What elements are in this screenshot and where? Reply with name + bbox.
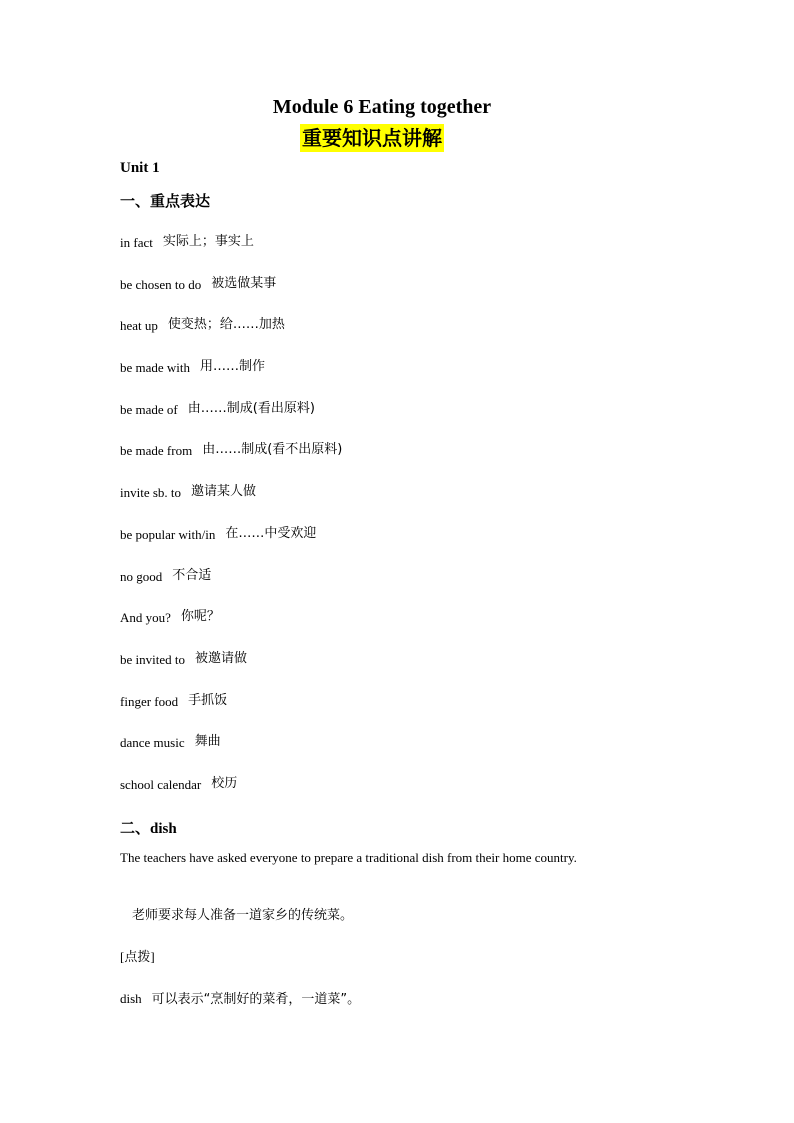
phrase-chinese: 在……中受欢迎: [225, 525, 317, 541]
phrase-english: school calendar: [120, 776, 202, 792]
phrase-chinese: 邀请某人做: [191, 484, 257, 500]
phrase-english: be chosen to do: [120, 276, 202, 292]
example-sentence-chinese: 老师要求每人准备一道家乡的传统菜。: [132, 908, 354, 923]
phrase-chinese: 手抓饭: [188, 692, 228, 708]
phrase-item: [120, 772, 680, 814]
phrase-english: be made from: [120, 443, 193, 459]
subtitle-container: [0, 124, 744, 152]
phrase-chinese: 实际上；事实上: [162, 234, 254, 249]
phrase-item: [120, 272, 680, 314]
phrase-chinese: 被邀请做: [195, 650, 248, 666]
phrase-english: be made of: [120, 401, 178, 417]
section2-heading-word: dish: [150, 821, 177, 837]
usage-note-text: 可以表示“烹制好的菜肴，一道菜”。: [151, 992, 361, 1007]
section2-heading: [120, 817, 177, 838]
phrase-english: be invited to: [120, 651, 185, 667]
phrase-chinese: 由……制成(看不出原料): [202, 442, 343, 458]
example-sentence-english: The teachers have asked everyone to prepare a traditional dish from their home country.: [120, 850, 577, 865]
phrase-item: [120, 397, 680, 439]
phrase-english: be made with: [120, 360, 191, 376]
phrase-chinese: 使变热；给……加热: [167, 317, 285, 333]
phrase-item: [120, 564, 680, 606]
phrase-english: dance music: [120, 735, 185, 751]
phrase-item: [120, 480, 680, 522]
phrase-chinese: 由……制成(看出原料): [187, 400, 315, 416]
phrase-item: [120, 230, 680, 272]
usage-note: [120, 988, 360, 1007]
phrase-item: [120, 522, 680, 564]
tip-label-text: 点拨: [124, 950, 151, 965]
section1-heading: 一、重点表达: [120, 192, 211, 210]
phrase-english: no good: [120, 568, 163, 584]
phrase-chinese: 你呢？: [180, 609, 220, 625]
tip-bracket-close: ]: [150, 949, 155, 964]
page-subtitle: 重要知识点讲解: [302, 126, 442, 150]
phrase-item: [120, 313, 680, 355]
phrase-item: [120, 647, 680, 689]
phrase-chinese: 不合适: [172, 567, 212, 583]
phrase-english: invite sb. to: [120, 485, 182, 501]
phrase-item: [120, 605, 680, 647]
phrase-english: And you?: [120, 610, 171, 626]
phrase-chinese: 用……制作: [200, 359, 266, 375]
phrase-english: finger food: [120, 693, 179, 709]
page-title: Module 6 Eating together: [272, 96, 492, 118]
phrase-english: in fact: [120, 235, 153, 250]
phrase-item: [120, 438, 680, 480]
tip-bracket-open: [: [120, 949, 125, 964]
usage-note-word: dish: [120, 991, 142, 1006]
phrase-list: [120, 230, 680, 814]
section2-heading-prefix: 二、: [120, 819, 151, 837]
phrase-english: be popular with/in: [120, 526, 216, 542]
phrase-item: [120, 689, 680, 731]
phrase-chinese: 舞曲: [194, 734, 221, 750]
tip-label: [120, 946, 155, 965]
phrase-item: [120, 730, 680, 772]
phrase-chinese: 校历: [211, 775, 238, 791]
phrase-english: heat up: [120, 318, 158, 334]
phrase-item: [120, 355, 680, 397]
phrase-chinese: 被选做某事: [211, 275, 277, 291]
unit-heading: Unit 1: [120, 160, 160, 176]
